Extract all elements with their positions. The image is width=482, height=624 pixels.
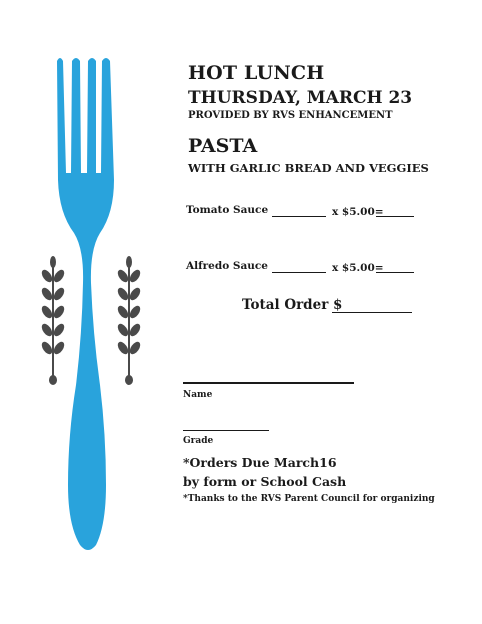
item-total-blank[interactable] [376, 272, 414, 273]
thanks-note: *Thanks to the RVS Parent Council for organizing [183, 494, 435, 504]
name-field[interactable] [183, 382, 354, 384]
grade-field[interactable] [183, 430, 269, 431]
order-row-tomato [186, 204, 426, 222]
name-label: Name [183, 390, 213, 400]
order-item-price: x $5.00= [332, 206, 384, 218]
order-item-label: Tomato Sauce [186, 204, 269, 216]
page-title: HOT LUNCH [188, 62, 325, 84]
item-total-blank[interactable] [376, 216, 414, 217]
order-row-alfredo [186, 260, 426, 278]
provided-by: PROVIDED BY RVS ENHANCEMENT [188, 110, 393, 121]
leaf-sprig-icon [114, 252, 144, 387]
dish-sides: WITH GARLIC BREAD AND VEGGIES [188, 161, 429, 175]
dish-name: PASTA [188, 135, 258, 157]
total-order-blank[interactable] [332, 312, 412, 313]
quantity-blank[interactable] [272, 216, 326, 217]
event-date: THURSDAY, MARCH 23 [188, 88, 413, 108]
order-item-label: Alfredo Sauce [186, 260, 268, 272]
order-item-price: x $5.00= [332, 262, 384, 274]
grade-label: Grade [183, 436, 214, 446]
quantity-blank[interactable] [272, 272, 326, 273]
total-order-label: Total Order $ [242, 297, 343, 313]
payment-method-note: by form or School Cash [183, 474, 347, 489]
leaf-sprig-icon [38, 252, 68, 387]
orders-due-note: *Orders Due March16 [183, 455, 337, 470]
